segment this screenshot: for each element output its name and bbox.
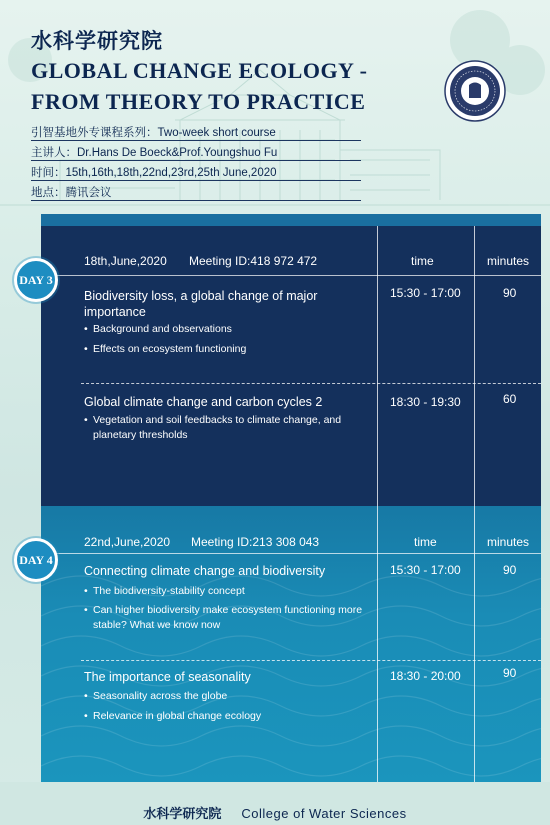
session-minutes: 90 [503,563,517,577]
info-row-series: 引智基地外专课程系列：Two-week short course [31,124,361,141]
session-topic: Connecting climate change and biodiversity [84,564,326,578]
header-divider [41,275,541,276]
column-divider [474,226,475,506]
session-minutes: 90 [503,286,517,300]
title-english-line2: FROM THEORY TO PRACTICE [31,89,366,114]
minutes-column-header: minutes [487,535,530,549]
title-english-line1: GLOBAL CHANGE ECOLOGY - [31,58,368,83]
day3-badge: DAY 3 [14,258,58,302]
time-column-header: time [414,535,437,549]
info-row-location: 地点：腾讯会议 [31,184,361,201]
course-info [31,124,361,204]
info-row-lecturer: 主讲人：Dr.Hans De Boeck&Prof.Youngshuo Fu [31,144,361,161]
session-bullet: • Effects on ecosystem functioning [84,342,373,357]
session-time: 15:30 - 17:00 [390,286,461,300]
column-divider [377,506,378,782]
column-divider [474,506,475,782]
day4-date: 22nd,June,2020 [84,535,171,549]
day4-meeting-id: Meeting ID:213 308 043 [191,535,320,549]
day4-badge: DAY 4 [14,538,58,582]
session-bullet: • Can higher biodiversity make ecosystem functioning more stable? What we know now [84,603,378,633]
session-time: 18:30 - 20:00 [390,669,461,683]
column-divider [377,226,378,506]
session-bullet: • Background and observations [84,322,373,337]
session-topic: Global climate change and carbon cycles 2 [84,395,323,409]
day3-date: 18th,June,2020 [84,254,167,268]
header [31,28,431,116]
day3-schedule-panel [41,214,541,506]
footer-chinese-name: 水科学研究院 [143,807,222,822]
day4-schedule-panel [41,506,541,782]
session-bullet: • Vegetation and soil feedbacks to climate change, and planetary thresholds [84,413,383,443]
panel-top-bar [41,214,541,226]
session-minutes: 60 [503,392,517,406]
title-chinese: 水科学研究院 [31,29,163,53]
session-divider [81,383,541,384]
university-seal-logo [444,60,506,122]
session-minutes: 90 [503,666,517,680]
time-column-header: time [411,254,434,268]
session-divider [81,660,541,661]
session-topic: The importance of seasonality [84,670,251,684]
session-time: 18:30 - 19:30 [390,395,461,409]
footer [0,803,550,822]
header-divider [41,553,541,554]
minutes-column-header: minutes [487,254,530,268]
session-bullet: • The biodiversity-stability concept [84,584,373,599]
session-bullet: • Seasonality across the globe [84,689,373,704]
info-row-time: 时间：15th,16th,18th,22nd,23rd,25th June,2020 [31,164,361,181]
session-topic: Biodiversity loss, a global change of major importance [84,289,318,319]
footer-english-name: College of Water Sciences [241,806,407,821]
session-bullet: • Relevance in global change ecology [84,709,373,724]
day3-meeting-id: Meeting ID:418 972 472 [189,254,318,268]
session-time: 15:30 - 17:00 [390,563,461,577]
